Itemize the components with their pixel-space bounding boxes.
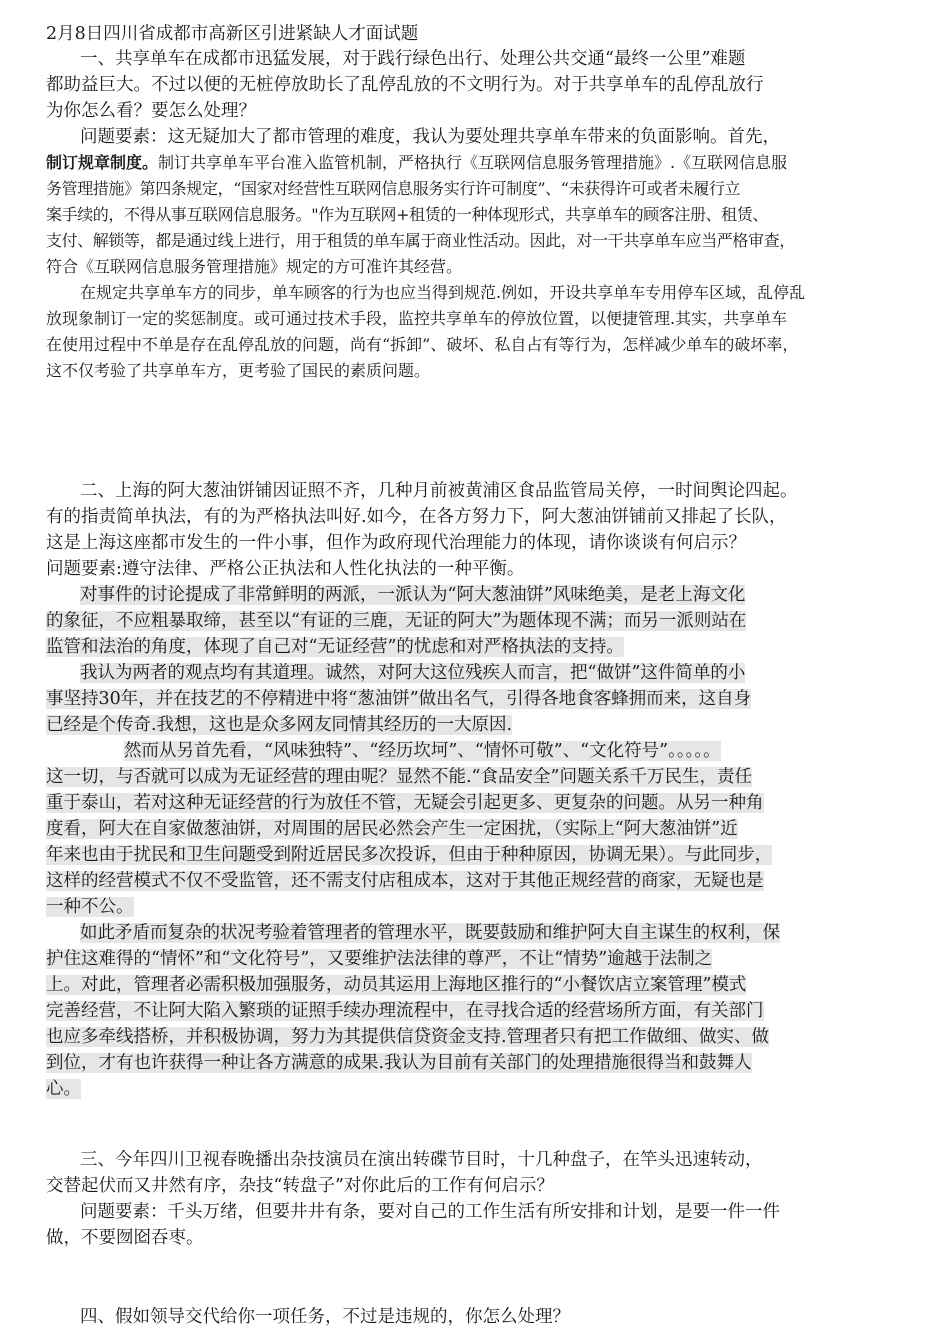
q2-para-line: 上。对此，管理者必需积极加强服务，动员其运用上海地区推行的“小餐饮店立案管理”模式 (46, 975, 747, 995)
q1-answer-rest: 制订共享单车平台准入监管机制，严格执行《互联网信息服务管理措施》.《互联网信息服 (158, 153, 788, 172)
q1-answer-line: 在使用过程中不单是存在乱停乱放的问题，尚有“拆卸”、破坏、私自占有等行为，怎样减少单车的破坏率， (46, 335, 799, 354)
q2-para-line: 一种不公。 (46, 897, 134, 917)
q1-answer-bold: 制订规章制度。 (46, 153, 159, 172)
q2-para-line: 已经是个传奇.我想，这也是众多网友同情其经历的一大原因. (46, 715, 513, 735)
q3-answer-line: 问题要素：千头万绪，但要井井有条，要对自己的工作生活有所安排和计划，是要一件一件 (80, 1202, 780, 1222)
q2-para-line: 心。 (46, 1079, 81, 1099)
q1-answer-line (46, 151, 787, 175)
q2-para-line: 度看，阿大在自家做葱油饼，对周围的居民必然会产生一定困扰，（实际上“阿大葱油饼”近 (46, 819, 738, 839)
q4-question: 四、假如领导交代给你一项任务，不过是违规的，你怎么处理？ (80, 1307, 570, 1327)
q1-answer-line: 务管理措施》第四条规定，“国家对经营性互联网信息服务实行许可制度”、“未获得许可或者未履行立 (46, 179, 741, 198)
q1-answer-line: 放现象制订一定的奖惩制度。或可通过技术手段，监控共享单车的停放位置，以便捷管理.其实，共享单车 (46, 309, 788, 328)
q2-para-line: 然而从另首先看，“风味独特”、“经历坎坷”、“情怀可敬”、“文化符号”。。。。。 (124, 741, 721, 761)
q3-question-line: 三、今年四川卫视春晚播出杂技演员在演出转碟节目时，十几种盘子，在竿头迅速转动， (80, 1150, 763, 1170)
q1-answer-line: 案手续的，不得从事互联网信息服务。"作为互联网+租赁的一种体现形式，共享单车的顾客注册、租赁、 (46, 205, 768, 224)
q2-para-line: 的象征，不应粗暴取缔，甚至以“有证的三鹿，无证的阿大”为题体现不满；而另一派则站在 (46, 611, 747, 631)
q1-answer-intro: 问题要素：这无疑加大了都市管理的难度，我认为要处理共享单车带来的负面影响。首先， (80, 127, 780, 147)
q2-question-line: 二、上海的阿大葱油饼铺因证照不齐，几种月前被黄浦区食品监管局关停，一时间舆论四起。 (80, 481, 798, 501)
q2-para-line: 重于泰山，若对这种无证经营的行为放任不管，无疑会引起更多、更复杂的问题。从另一种角 (46, 793, 764, 813)
q2-question-line: 这是上海这座都市发生的一件小事，但作为政府现代治理能力的体现，请你谈谈有何启示？ (46, 533, 746, 553)
q3-question-line: 交替起伏而又井然有序，杂技“转盘子”对你此后的工作有何启示？ (46, 1176, 554, 1196)
q2-question-line: 有的指责简单执法，有的为严格执法叫好.如今，在各方努力下，阿大葱油饼铺前又排起了长队， (46, 507, 787, 527)
q2-para-line: 这样的经营模式不仅不受监管，还不需支付店租成本，这对于其他正规经营的商家，无疑也是 (46, 871, 764, 891)
q1-question-line: 一、共享单车在成都市迅猛发展，对于践行绿色出行、处理公共交通“最终一公里”难题 (80, 49, 746, 69)
q3-answer-line: 做，不要囫囵吞枣。 (46, 1228, 204, 1248)
q2-para-line: 这一切，与否就可以成为无证经营的理由呢？显然不能.“食品安全”问题关系千万民生，责任 (46, 767, 752, 787)
q2-para-line: 如此矛盾而复杂的状况考验着管理者的管理水平，既要鼓励和维护阿大自主谋生的权利，保 (80, 923, 780, 943)
q2-para-line: 年来也由于扰民和卫生问题受到附近居民多次投诉，但由于种种原因，协调无果）。与此同步， (46, 845, 773, 865)
q1-question-line: 为你怎么看？要怎么处理？ (46, 101, 256, 121)
q2-elements: 问题要素:遵守法律、严格公正执法和人性化执法的一种平衡。 (46, 559, 525, 579)
q2-para-line: 我认为两者的观点均有其道理。诚然，对阿大这位残疾人而言，把“做饼”这件简单的小 (80, 663, 746, 683)
q1-answer-line: 支付、解锁等，都是通过线上进行，用于租赁的单车属于商业性活动。因此，对一干共享单车应当严格审查， (46, 231, 795, 250)
document-title: 2月8日四川省成都市高新区引进紧缺人才面试题 (46, 24, 419, 44)
q1-answer-line: 符合《互联网信息服务管理措施》规定的方可准许其经营。 (46, 257, 463, 276)
q2-para-line: 也应多牵线搭桥，并积极协调，努力为其提供信贷资金支持.管理者只有把工作做细、做实、做 (46, 1027, 770, 1047)
q2-para-line: 对事件的讨论提成了非常鲜明的两派，一派认为“阿大葱油饼”风味绝美，是老上海文化 (80, 585, 746, 605)
q2-para-line: 事坚持30年，并在技艺的不停精进中将“葱油饼”做出名气，引得各地食客蜂拥而来，这自身 (46, 689, 752, 709)
q2-para-line: 到位，才有也许获得一种让各方满意的成果.我认为目前有关部门的处理措施很得当和鼓舞人 (46, 1053, 752, 1073)
q2-para-line: 护住这难得的“情怀”和“文化符号”，又要维护法法律的尊严，不让“情势”逾越于法制之 (46, 949, 713, 969)
q2-para-line: 完善经营，不让阿大陷入繁琐的证照手续办理流程中，在寻找合适的经营场所方面，有关部门 (46, 1001, 764, 1021)
q1-answer-line: 在规定共享单车方的同步，单车顾客的行为也应当得到规范.例如，开设共享单车专用停车区域，乱停乱 (80, 283, 806, 302)
q1-question-line: 都助益巨大。不过以便的无桩停放助长了乱停乱放的不文明行为。对于共享单车的乱停乱放行 (46, 75, 764, 95)
q2-para-line: 监管和法治的角度，体现了自己对“无证经营”的忧虑和对严格执法的支持。 (46, 637, 624, 657)
q1-answer-line: 这不仅考验了共享单车方，更考验了国民的素质问题。 (46, 361, 431, 380)
